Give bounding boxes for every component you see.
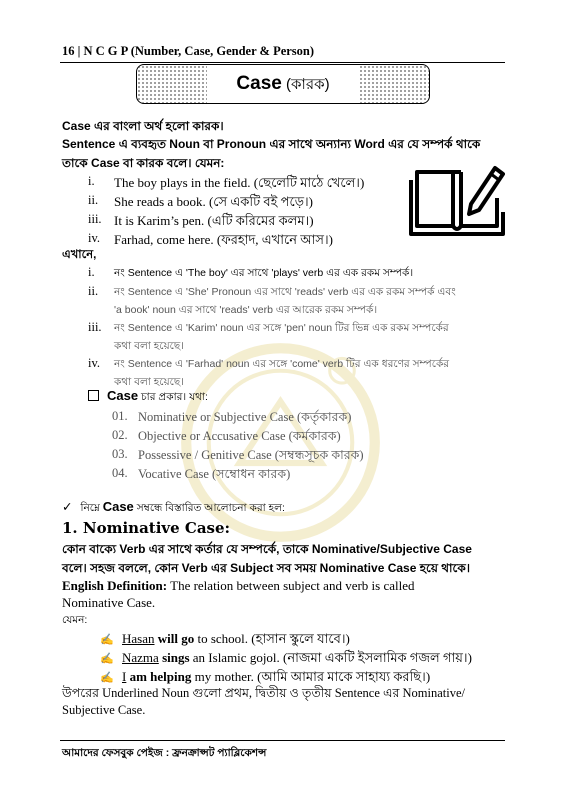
- types-heading-bn: চার প্রকার। যথা:: [138, 391, 208, 403]
- detail-en: Case: [102, 499, 134, 514]
- case-type-number: 04.: [112, 466, 128, 480]
- example-verb: am helping: [126, 669, 192, 684]
- intro-line-1: Case এর বাংলা অর্থ হলো কারক।: [62, 119, 224, 133]
- example-rest: to school. (হাসান স্কুলে যাবে।): [194, 631, 350, 646]
- example-text: Farhad, come here. (ফরহাদ, এখানে আস।): [114, 232, 333, 247]
- explanation-line: নং Sentence এ 'She' Pronoun এর সাথে 'reads' verb এর এক রকম সম্পর্ক এবং: [114, 286, 456, 298]
- header-rule: [60, 62, 505, 63]
- note-line-1: উপরের Underlined Noun গুলো প্রথম, দ্বিতীয় ও তৃতীয় Sentence এর Nominative/: [62, 686, 466, 700]
- explanation-line: কথা বলা হয়েছে।: [114, 376, 184, 388]
- example-number: iii.: [88, 212, 102, 226]
- types-heading-en: Case: [107, 388, 139, 403]
- title-bn: (কারক): [281, 76, 330, 93]
- intro-line-3: তাকে Case বা কারক বলে। যেমন:: [62, 156, 225, 170]
- case-type-text: Possessive / Genitive Case (সম্বন্ধসূচক কারক): [138, 448, 364, 462]
- example-text: It is Karim’s pen. (এটি করিমের কলম।): [114, 213, 314, 228]
- example-text: She reads a book. (সে একটি বই পড়ে।): [114, 194, 313, 209]
- explanation-line: নং Sentence এ 'Karim' noun এর সঙ্গে 'pen' noun টির ভিন্ন এক রকম সম্পর্কের: [114, 322, 449, 334]
- page-header: 16 | N C G P (Number, Case, Gender & Person): [62, 44, 315, 58]
- jemon-label: যেমন:: [62, 614, 88, 626]
- intro-line-2: Sentence এ ব্যবহৃত Noun বা Pronoun এর সাথে অন্যান্য Word এর যে সম্পর্ক থাকে: [62, 137, 481, 151]
- example-number: iv.: [88, 231, 101, 245]
- case-type-text: Nominative or Subjective Case (কর্তৃকারক): [138, 410, 352, 424]
- footer-rule: [60, 740, 505, 741]
- title-en: Case: [236, 73, 282, 94]
- types-heading: [88, 388, 208, 407]
- example-verb: sings: [158, 650, 190, 665]
- explanation-number: ii.: [88, 284, 99, 298]
- pen-nib-icon: ✍: [100, 653, 114, 665]
- example-subject: Nazma: [122, 650, 159, 665]
- eng-def-text: The relation between subject and verb is called: [167, 578, 415, 593]
- open-book-pencil-icon: [409, 158, 505, 240]
- explanation-line: 'a book' noun এর সাথে 'reads' verb এর আরেক রকম সম্পর্ক।: [114, 304, 378, 316]
- detail-line: [62, 499, 285, 518]
- checkbox-icon: [88, 390, 99, 401]
- explanation-number: i.: [88, 265, 95, 279]
- explanation-line: নং Sentence এ 'Farhad' noun এর সঙ্গে 'come' verb টির এক ধরণের সম্পর্কের: [114, 358, 450, 370]
- case-type-number: 03.: [112, 447, 128, 461]
- nominative-example-row: [100, 649, 472, 670]
- case-type-number: 02.: [112, 428, 128, 442]
- example-subject: Hasan: [122, 631, 155, 646]
- example-rest: my mother. (আমি আমার মাকে সাহায্য করছি।): [191, 669, 431, 684]
- pen-nib-icon: ✍: [100, 672, 114, 684]
- case-type-text: Objective or Accusative Case (কর্মকারক): [138, 429, 341, 443]
- detail-pre: নিম্নে: [80, 502, 103, 514]
- ekhane-label: এখানে,: [62, 249, 97, 261]
- dot-pattern-right: [359, 65, 429, 103]
- title-banner: [136, 64, 430, 104]
- example-verb: will go: [154, 631, 195, 646]
- checkmark-icon: ✓: [62, 499, 73, 514]
- detail-post: সম্বন্ধে বিস্তারিত আলোচনা করা হল:: [133, 502, 285, 514]
- note-line-2: Subjective Case.: [62, 703, 146, 717]
- example-rest: an Islamic gojol. (নাজমা একটি ইসলামিক গজল গায়।): [189, 650, 472, 665]
- example-number: i.: [88, 174, 95, 188]
- case-type-text: Vocative Case (সম্বোধন কারক): [138, 467, 291, 481]
- english-definition: [62, 578, 415, 594]
- example-text: The boy plays in the field. (ছেলেটি মাঠে খেলে।): [114, 175, 365, 190]
- section1-heading: 1. Nominative Case:: [62, 519, 231, 537]
- example-number: ii.: [88, 193, 99, 207]
- example-subject: I: [122, 669, 127, 684]
- section1-def-2: বলে। সহজ বললে, কোন Verb এর Subject সব সময় Nominative Case হয়ে থাকে।: [62, 561, 471, 575]
- eng-def-label: English Definition:: [62, 578, 168, 593]
- title-text: [222, 67, 344, 101]
- nominative-example-row: [100, 630, 350, 651]
- explanation-line: কথা বলা হয়েছে।: [114, 340, 184, 352]
- explanation-number: iii.: [88, 320, 102, 334]
- case-type-number: 01.: [112, 409, 128, 423]
- page-footer: আমাদের ফেসবুক পেইজ : ফ্রনক্রাপ্সট প্যাব্লিকেশন্স: [62, 747, 267, 759]
- explanation-number: iv.: [88, 356, 101, 370]
- eng-def-text-2: Nominative Case.: [62, 595, 156, 610]
- pen-nib-icon: ✍: [100, 634, 114, 646]
- section1-def-1: কোন বাক্যে Verb এর সাথে কর্তার যে সম্পর্কে, তাকে Nominative/Subjective Case: [62, 542, 472, 556]
- dot-pattern-left: [137, 65, 207, 103]
- explanation-line: নং Sentence এ 'The boy' এর সাথে 'plays' verb এর এক রকম সম্পর্ক।: [114, 267, 414, 279]
